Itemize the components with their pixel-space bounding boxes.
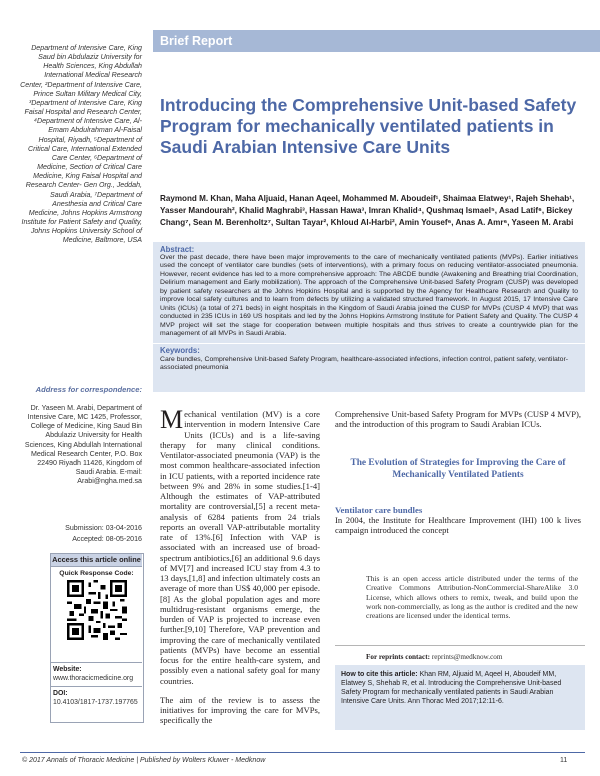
divider [51,566,142,567]
author-list: Raymond M. Khan, Maha Aljuaid, Hanan Aqeel, Mohammed M. Aboudeif¹, Shaimaa Elatwey¹, Rajeh Shehab¹, Yasser Mandourah², Khalid Maghrabi³, Hassan Hawa³, Imran Khalid⁴, Qushmaq Ismael⁵, Asad Latif⁶, Bickey Chang⁷, Sean M. Berenholtz⁷, Sultan Tayar², Khloud Al-Harbi², Amin Yousef⁶, Anas A. Amr⁶, Yaseen M. Arabi [160,194,575,228]
divider [51,686,142,687]
drop-cap: M [160,405,184,434]
qr-code-label: Quick Response Code: [59,570,134,577]
subsection-heading: Ventilator care bundles [335,505,423,515]
article-title: Introducing the Comprehensive Unit-based Safety Program for mechanically ventilated patients in Saudi Arabian Intensive Care Units [160,95,577,157]
page-number: 11 [560,757,568,764]
keywords-heading: Keywords: [160,346,200,355]
citation [341,670,581,706]
doi-link[interactable]: 10.4103/1817-1737.197765 [53,699,138,706]
accepted-date: Accepted: 08-05-2016 [72,534,142,543]
body-paragraph: In 2004, the Institute for Healthcare Improvement (IHI) 100 k lives campaign introduced the concept [335,515,581,536]
article-dates [20,523,142,544]
body-paragraph [160,405,320,686]
section-heading: The Evolution of Strategies for Improving the Care of Mechanically Ventilated Patients [350,458,566,480]
citation-label: How to cite this article: [341,671,418,678]
website-label: Website: [53,666,82,673]
reprints-email[interactable]: reprints@medknow.com [431,653,503,661]
author-affiliations: Department of Intensive Care, King Saud bin Abdulaziz University for Health Sciences, King Abdullah International Medical Research Center, ²Department of Intensive Care, Prince Sultan Military Medical City, ³Department of Intensive Care, King Faisal Hospital and Research Center, ⁴Department of Intensive Care, Al-Emam Abdulrahman Al-Faisal Hospital, Riyadh, ⁵Department of Critical Care, International Extended Care Center, ⁶Department of Medicine, Section of Critical Care Medicine, King Faisal Hospital and Research Center- Gen Org., Jeddah, Saudi Arabia, ⁷Department of Anesthesia and Critical Care Medicine, Johns Hopkins Armstrong Institute for Patient Safety and Quality, Johns Hopkins University School of Medicine, Baltmore, USA [20,44,142,245]
divider [51,662,142,663]
footer-rule [20,752,585,753]
submission-date: Submission: 03-04-2016 [65,524,142,532]
body-paragraph: The aim of the review is to assess the initiatives for improving the care for MVPs, specifically the [160,694,320,726]
doi-label: DOI: [53,690,68,697]
divider [335,645,585,646]
body-right-paragraph: Comprehensive Unit-based Safety Program for MVPs (CUSP 4 MVP), and the introduction of this program to Saudi Arabian ICUs. [335,409,581,430]
reprints-contact [366,653,502,661]
footer-copyright: © 2017 Annals of Thoracic Medicine | Published by Wolters Kluwer - Medknow [22,757,266,764]
abstract-heading: Abstract: [160,245,195,254]
access-article-heading: Access this article online [52,555,141,564]
body-left-column [160,405,320,735]
keywords-text: Care bundles, Comprehensive Unit-based Safety Program, healthcare-associated infections, infection control, patient safety, ventilator-associated pneumonia [160,356,569,372]
section-label: Brief Report [160,34,233,48]
correspondence-title: Address for correspondence: [35,385,142,394]
correspondence-address: Dr. Yaseen M. Arabi, Department of Intensive Care, MC 1425, Professor, College of Medicine, King Saud Bin Abdulaziz University for Health Sciences, King Abdullah International Medical Research Center, P.O. Box 22490 Riyadh 11426, Kingdom of Saudi Arabia. E-mail: Arabi@ngha.med.sa [24,404,142,486]
citation-text: Khan RM, Aljuaid M, Aqeel H, Aboudeif MM, Elatwey S, Shehab R, et al. Introducing the Comprehensive Unit-based Safety Program for mechanically ventilated patients in Saudi Arabian Intensive Care Units. Ann Thorac Med 2017;12:11-6. [341,671,562,706]
reprints-label: For reprints contact: [366,653,431,661]
qr-code-icon[interactable] [67,580,127,640]
website-link[interactable]: www.thoracicmedicine.org [53,675,134,682]
intro-paragraph-text: echanical ventilation (MV) is a core intervention in modern Intensive Care Units (ICUs) and is a life-saving therapy for many clinical conditions. Ventilator-associated pneumonia (VAP) is the most common healthcare-associated infection in ICU patients, with a reported incidence rate between 9% and 28% in some studies.[1-4] Although the estimates of VAP-attributed mortality are controversial,[5] a recent meta-analysis of 6284 patients from 24 trials reports an overall VAP-attributable mortality rate of 13%.[6] Infection with VAP is associated with an increased use of broad-spectrum antibiotics,[6] an additional 9.6 days of MV[7] and increased ICU stay from 4.3 to 13 days,[1,8] and infection ultimately costs an average of more than US$ 40,000 per episode.[8] As the global population ages and more multidrug-resistant organisms emerge, the burden of VAP is projected to increase even further.[9,10] Therefore, VAP prevention and improving the care of mechanically ventilated patients (MVPs) have become an essential focus for the entire health-care system, and possibly even a national safety goal for many countries. [160,409,320,686]
abstract-text: Over the past decade, there have been major improvements to the care of mechanically ventilated patients (MVPs). Earlier initiatives used the concept of ventilator care bundles (sets of interventions), with a primary focus on reducing ventilator-associated pneumonia. However, recent evidence has led to a more comprehensive approach: The ABCDE bundle (Awakening and Breathing trial Coordination, Delirium management and Early mobilization). The approach of the Comprehensive Unit-based Safety Program (CUSP) was developed by patient safety researchers at the Johns Hopkins Hospital and is supported by the Agency for Healthcare Research and Quality to improve local safety cultures and to learn from defects by utilizing a validated structured framework. In August 2015, 17 Intensive Care Units (ICUs) (a total of 271 beds) in eight hospitals in the Kingdom of Saudi Arabia joined the CUSP for MVPs (CUSP 4 MVP) that was conducted in 235 ICUs in 169 US hospitals and led by the Johns Hopkins Armstrong Institute for Patient Safety and Quality. The CUSP 4 MVP project will set the stage for cooperation between multiple hospitals and thus strives to create a countrywide plan for the management of all MVPs in Saudi Arabia. [160,254,578,338]
divider [153,343,585,344]
open-access-notice: This is an open access article distributed under the terms of the Creative Commons Attribution-NonCommercial-ShareAlike 3.0 License, which allows others to remix, tweak, and build upon the work non-commercially, as long as the author is credited and the new creations are licensed under the identical terms. [366,574,578,620]
